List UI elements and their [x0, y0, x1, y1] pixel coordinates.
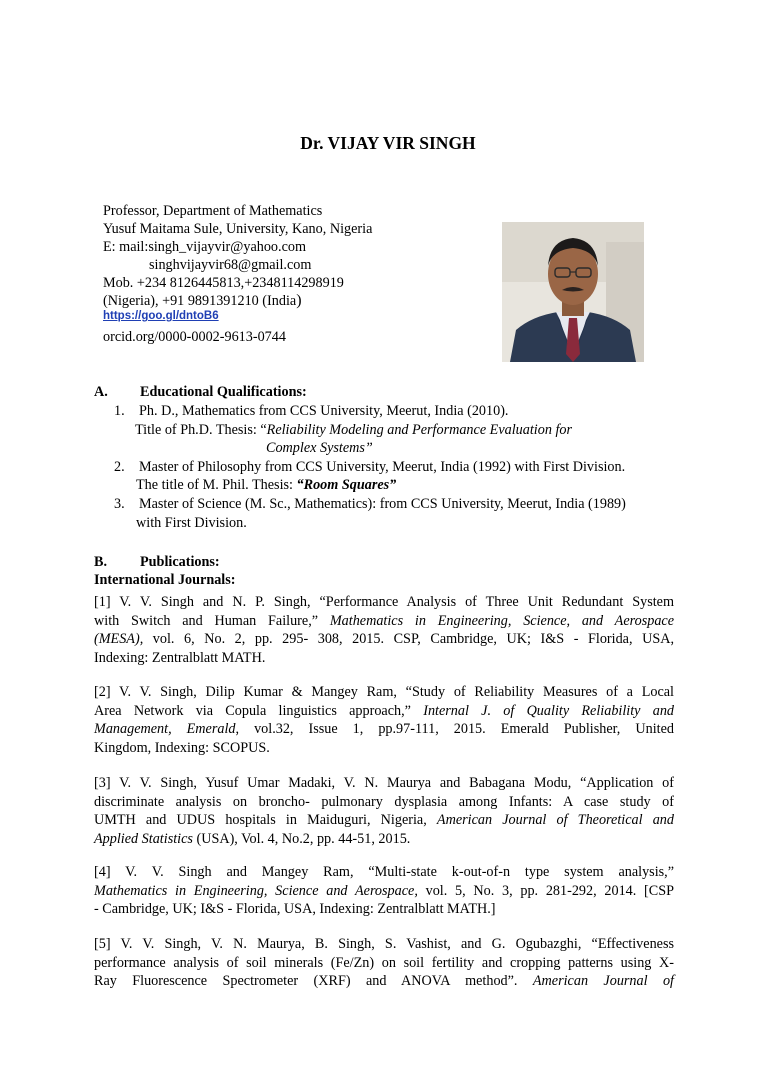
- section-b-title: Publications:: [140, 554, 220, 570]
- pub-text: UMTH and UDUS hospitals in Maiduguri, Nigeria,: [94, 812, 437, 829]
- mphil-title: “Room Squares”: [296, 477, 397, 494]
- item-text: Ph. D., Mathematics from CCS University, Meerut, India (2010).: [139, 403, 509, 419]
- pub-journal: (MESA),: [94, 631, 144, 648]
- section-a-heading: [94, 384, 307, 401]
- list-item: [114, 495, 684, 514]
- pub-line: [94, 630, 674, 649]
- international-journals-heading: International Journals:: [94, 572, 236, 588]
- pub-journal: American Journal of: [532, 973, 674, 990]
- orcid-line: orcid.org/0000-0002-9613-0744: [103, 329, 286, 345]
- thesis-label: Title of Ph.D. Thesis: “: [135, 421, 267, 438]
- pub-line: Indexing: Zentralblatt MATH.: [94, 649, 266, 666]
- pub-text: , vol.32, Issue 1, pp.97-111, 2015. Emerald Publisher, United: [235, 721, 674, 738]
- pub-line: [94, 720, 674, 739]
- section-b-heading: [94, 554, 220, 571]
- pub-line: [3] V. V. Singh, Yusuf Umar Madaki, V. N. Maurya and Babagana Modu, “Application of: [94, 775, 674, 791]
- item-number: 3.: [114, 495, 125, 512]
- list-item: [114, 458, 684, 477]
- mobile-line-cont: [103, 292, 372, 310]
- publication-entry: [94, 593, 674, 667]
- pub-line: [5] V. V. Singh, V. N. Maurya, B. Singh, S. Vashist, and G. Ogubazghi, “Effectiveness: [94, 936, 674, 952]
- pub-text: with Switch and Human Failure,”: [94, 612, 330, 629]
- msc-line-cont: with First Division.: [136, 514, 247, 531]
- pub-line: - Cambridge, UK; I&S - Florida, USA, Indexing: Zentralblatt MATH.]: [94, 901, 496, 918]
- publication-entry: [94, 863, 674, 919]
- pub-text: Ray Fluorescence Spectrometer (XRF) and ANOVA method”.: [94, 973, 533, 990]
- item-number: 2.: [114, 458, 125, 475]
- pub-line: [4] V. V. Singh and Mangey Ram, “Multi-state k-out-of-n type system analysis,”: [94, 864, 674, 880]
- phd-thesis-line: [114, 421, 684, 440]
- pub-line: Kingdom, Indexing: SCOPUS.: [94, 739, 270, 756]
- mphil-label: The title of M. Phil. Thesis:: [136, 477, 297, 494]
- item-text: Master of Science (M. Sc., Mathematics): from CCS University, Meerut, India (1989): [139, 495, 626, 512]
- pub-text: Area Network via Copula linguistics approach,”: [94, 702, 424, 719]
- position-line: Professor, Department of Mathematics: [103, 203, 323, 219]
- pub-line: [94, 972, 674, 991]
- publication-entry: [94, 935, 674, 991]
- mobile-line-text: (Nigeria), +91 9891391210 (India: [103, 293, 297, 309]
- pub-line: performance analysis of soil minerals (Fe/Zn) on soil fertility and cropping patterns using X-: [94, 954, 674, 971]
- pub-line: [94, 830, 674, 849]
- education-list: [114, 402, 684, 532]
- mobile-line-paren: ): [296, 292, 302, 309]
- pub-journal: American Journal of Theoretical and: [436, 812, 674, 829]
- pub-journal: Applied Statistics: [94, 830, 193, 847]
- mobile-line: Mob. +234 8126445813,+2348114298919: [103, 275, 344, 291]
- pub-line: [94, 811, 674, 830]
- pub-line: [2] V. V. Singh, Dilip Kumar & Mangey Ram, “Study of Reliability Measures of a Local: [94, 684, 674, 700]
- section-b-letter: B.: [94, 554, 108, 570]
- section-a-letter: A.: [94, 384, 108, 400]
- email-line: E: mail:singh_vijayvir@yahoo.com: [103, 239, 306, 255]
- section-a-title: Educational Qualifications:: [140, 384, 307, 400]
- pub-line: discriminate analysis on broncho- pulmonary dysplasia among Infants: A case study of: [94, 793, 674, 810]
- pub-journal: Internal J. of Quality Reliability and: [423, 702, 675, 719]
- phd-thesis-line-cont: [114, 439, 684, 458]
- pub-text: vol. 6, No. 2, pp. 295- 308, 2015. CSP, Cambridge, UK; I&S - Florida, USA,: [143, 631, 674, 648]
- email-secondary: singhvijayvir68@gmail.com: [149, 257, 312, 273]
- pub-text: (USA), Vol. 4, No.2, pp. 44-51, 2015.: [192, 830, 411, 847]
- thesis-title-cont: Complex Systems”: [266, 440, 373, 457]
- pub-journal: Mathematics in Engineering, Science and Aerospace,: [94, 882, 418, 899]
- pub-line: [94, 612, 674, 631]
- profile-photo: [502, 222, 644, 362]
- publication-entry: [94, 683, 674, 757]
- list-item: [114, 402, 684, 421]
- pub-line: [94, 882, 674, 901]
- contact-block: [103, 202, 372, 346]
- pub-journal: Management, Emerald: [94, 721, 236, 738]
- document-title: Dr. VIJAY VIR SINGH: [300, 133, 476, 153]
- pub-line: [94, 702, 674, 721]
- publication-entry: [94, 774, 674, 848]
- item-number: 1.: [114, 403, 125, 419]
- pub-journal: Mathematics in Engineering, Science, and Aerospace: [329, 612, 675, 629]
- mphil-thesis-line: [114, 476, 684, 495]
- item-text: Master of Philosophy from CCS University, Meerut, India (1992) with First Division.: [139, 458, 626, 475]
- pub-line: [1] V. V. Singh and N. P. Singh, “Performance Analysis of Three Unit Redundant System: [94, 594, 674, 610]
- thesis-title: Reliability Modeling and Performance Evaluation for: [266, 421, 573, 438]
- profile-link[interactable]: https://goo.gl/dntoB6: [103, 310, 219, 322]
- pub-text: vol. 5, No. 3, pp. 281-292, 2014. [CSP: [417, 882, 675, 899]
- institution-line: Yusuf Maitama Sule, University, Kano, Nigeria: [103, 221, 373, 237]
- portrait-illustration: [502, 222, 644, 362]
